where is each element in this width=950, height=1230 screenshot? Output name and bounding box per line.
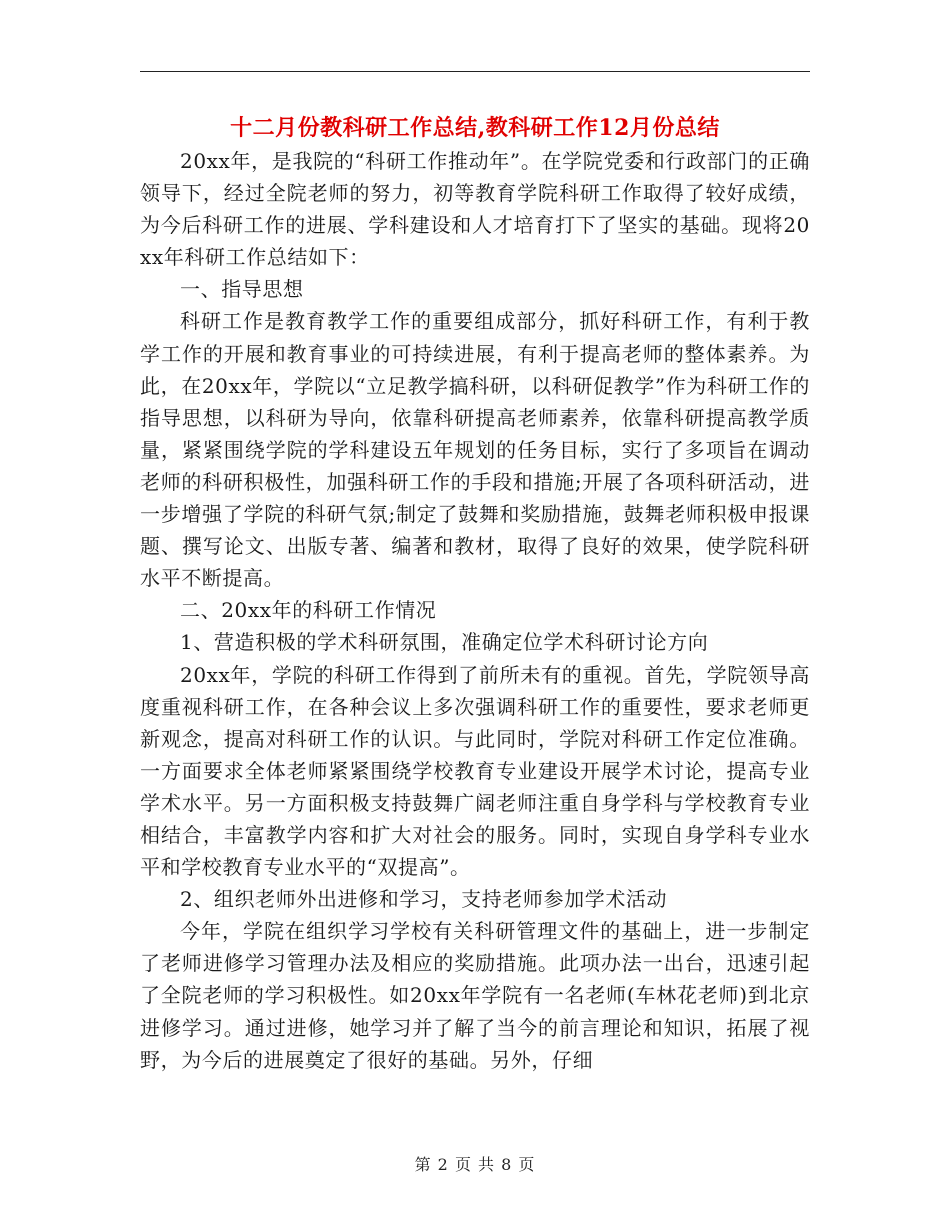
- paragraph-academic-atmosphere: 20xx年，学院的科研工作得到了前所未有的重视。首先，学院领导高度重视科研工作，在各种会议上多次强调科研工作的重要性，要求老师更新观念，提高对科研工作的认识。与此同时，学院对科研工作定位准确。一方面要求全体老师紧紧围绕学校教育专业建设开展学术讨论，提高专业学术水平。另一方面积极支持鼓舞广阔老师注重自身学科与学校教育专业相结合，丰富教学内容和扩大对社会的服务。同时，实现自身学科专业水平和学校教育专业水平的“双提高”。: [140, 662, 810, 880]
- header-rule: [140, 71, 810, 72]
- heading-research-situation: 二、20xx年的科研工作情况: [180, 598, 437, 623]
- document-title: 十二月份教科研工作总结,教科研工作12月份总结: [230, 115, 720, 141]
- paragraph-intro: 20xx年，是我院的“科研工作推动年”。在学院党委和行政部门的正确领导下，经过全院老师的努力，初等教育学院科研工作取得了较好成绩，为今后科研工作的进展、学科建设和人才培育打下了坚实的基础。现将20xx年科研工作总结如下：: [140, 149, 810, 270]
- subheading-academic-atmosphere: 1、营造积极的学术科研氛围，准确定位学术科研讨论方向: [180, 630, 709, 655]
- document-body: [140, 145, 810, 1076]
- paragraph-teacher-training: 今年，学院在组织学习学校有关科研管理文件的基础上，进一步制定了老师进修学习管理办法及相应的奖励措施。此项办法一出台，迅速引起了全院老师的学习积极性。如20xx年学院有一名老师(车林花老师)到北京进修学习。通过进修，她学习并了解了当今的前言理论和知识，拓展了视野，为今后的进展奠定了很好的基础。另外，仔细: [140, 919, 810, 1072]
- subheading-teacher-training: 2、组织老师外出进修和学习，支持老师参加学术活动: [180, 887, 668, 912]
- paragraph-guiding-thought: 科研工作是教育教学工作的重要组成部分，抓好科研工作，有利于教学工作的开展和教育事业的可持续进展，有利于提高老师的整体素养。为此，在20xx年，学院以“立足教学搞科研，以科研促教学”作为科研工作的指导思想，以科研为导向，依靠科研提高老师素养，依靠科研提高教学质量，紧紧围绕学院的学科建设五年规划的任务目标，实行了多项旨在调动老师的科研积极性，加强科研工作的手段和措施;开展了各项科研活动，进一步增强了学院的科研气氛;制定了鼓舞和奖励措施，鼓舞老师积极申报课题、撰写论文、出版专著、编著和教材，取得了良好的效果，使学院科研水平不断提高。: [140, 309, 810, 591]
- heading-guiding-thought: 一、指导思想: [180, 277, 304, 302]
- page-number: 第 2 页 共 8 页: [414, 1155, 536, 1174]
